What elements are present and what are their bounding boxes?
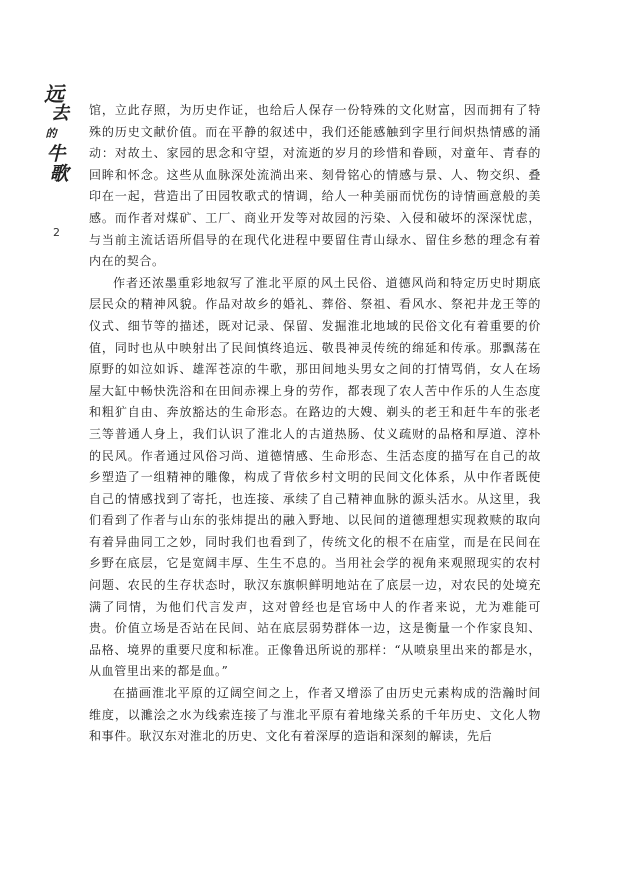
logo-char: 去 (51, 103, 69, 124)
logo-char: 的 (45, 127, 57, 140)
page-number: 2 (53, 226, 60, 239)
body-text (89, 100, 541, 748)
paragraph-3: 在描画淮北平原的辽阔空间之上，作者又增添了由历史元素构成的浩瀚时间维度，以濉浍之水为线索连接了与淮北平原有着地缘关系的千年历史、文化人物和事件。耿汉东对淮北的历史、文化有着深厚的造诣和深刻的解读，先后 (89, 686, 541, 744)
book-title-logo (34, 84, 74, 184)
logo-char: 远 (44, 82, 64, 106)
paragraph-2: 作者还浓墨重彩地叙写了淮北平原的风土民俗、道德风尚和特定历史时期底层民众的精神风貌。作品对故乡的婚礼、葬俗、祭祖、看风水、祭祀井龙王等的仪式、细节等的描述，既对记录、保留、发掘淮北地域的民俗文化有着重要的价值，同时也从中映射出了民间慎终追远、敬畏神灵传统的绵延和传承。那飘荡在原野的如泣如诉、雄浑苍凉的牛歌，那田间地头男女之间的打情骂俏，女人在场屋大缸中畅快洗浴和在田间赤裸上身的劳作，都表现了农人苦中作乐的人生态度和粗犷自由、奔放豁达的生命形态。在路边的大嫂、剃头的老王和赶牛车的张老三等普通人身上，我们认识了淮北人的古道热肠、仗义疏财的品格和厚道、淳朴的民风。作者通过风俗习尚、道德情感、生命形态、生活态度的描写在自己的故乡塑造了一组精神的雕像，构成了背依乡村文明的民间文化体系，从中作者既使自己的情感找到了寄托，也连接、承续了自己精神血脉的源头活水。从这里，我们看到了作者与山东的张炜提出的融入野地、以民间的道德理想实现救赎的取向有着异曲同工之妙，同时我们也看到了，传统文化的根不在庙堂，而是在民间在乡野在底层，它是宽阔丰厚、生生不息的。当用社会学的视角来观照现实的农村问题、农民的生存状态时，耿汉东旗帜鲜明地站在了底层一边，对农民的处境充满了同情，为他们代言发声，这对曾经也是官场中人的作者来说，尤为难能可贵。价值立场是否站在民间、站在底层弱势群体一边，这是衡量一个作家良知、品格、境界的重要尺度和标准。正像鲁迅所说的那样：“从喷泉里出来的都是水，从血管里出来的都是血。” (89, 275, 541, 679)
logo-char: 歌 (49, 163, 69, 185)
paragraph-1: 馆，立此存照，为历史作证，也给后人保存一份特殊的文化财富，因而拥有了特殊的历史文献价值。而在平静的叙述中，我们还能感触到字里行间炽热情感的涌动：对故土、家园的思念和守望，对流逝的岁月的珍惜和眷顾，对童年、青春的回眸和怀念。这些从血脉深处流淌出来、刻骨铭心的情感与景、人、物交织、叠印在一起，营造出了田园牧歌式的情调，给人一种美丽而忧伤的诗情画意般的美感。而作者对煤矿、工厂、商业开发等对故园的污染、入侵和破坏的深深忧虑，与当前主流话语所倡导的在现代化进程中要留住青山绿水、留住乡愁的理念有着内在的契合。 (89, 103, 541, 269)
logo-char: 牛 (46, 143, 66, 165)
